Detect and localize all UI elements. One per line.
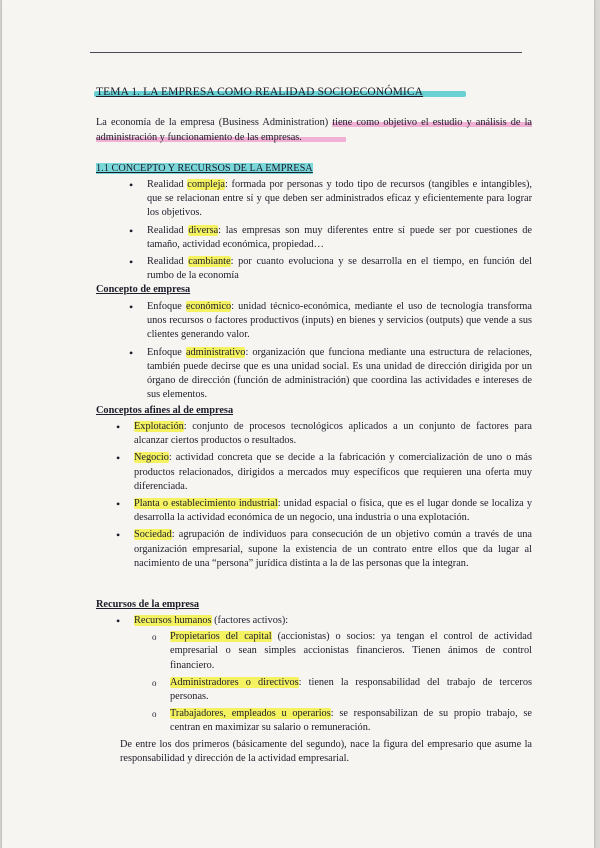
list-item: • Negocio: actividad concreta que se decide a la fabricación y comercialización de uno o más productos relacionados, dirigidos a mercados muy específicos que requieren una oferta muy diferenciada. bbox=[134, 451, 532, 494]
list-item: • Planta o establecimiento industrial: unidad espacial o física, que es el lugar donde se localiza y desarrolla la actividad económica de un negocio, una industria o una explotación. bbox=[134, 497, 532, 525]
list-item: • Enfoque administrativo: organización que funciona mediante una estructura de relaciones, también puede decirse que es una unidad social. Es una unidad de dirección dirigida por un órgano de dirección (función de administración) que coordina las actividades e intereses de sus elementos. bbox=[147, 346, 532, 403]
document-page bbox=[2, 0, 594, 848]
sub-list-item: o Trabajadores, empleados u operarios: se responsabilizan de su propio trabajo, se centran en maximizar su salario o remuneración. bbox=[170, 707, 532, 735]
section-2-heading: Concepto de empresa bbox=[96, 284, 191, 295]
list-item: • Realidad diversa: las empresas son muy diferentes entre sí puede ser por cuestiones de tamaño, actividad económica, propiedad… bbox=[147, 224, 532, 252]
section-4-heading: Recursos de la empresa bbox=[96, 599, 200, 610]
section-1-list bbox=[147, 178, 532, 286]
list-item: • Explotación: conjunto de procesos tecnológicos aplicados a un conjunto de factores para alcanzar ciertos productos o resultados. bbox=[134, 420, 532, 448]
list-item: • Recursos humanos (factores activos): o Propietarios del capital (accionistas) o socios: ya tengan el control de actividad empresarial o sean simples accionistas financieros. Tienen ánimos de control financiero. o Administradores o directivos: tienen la responsabilidad del trabajo de terceros personas. o Trabajadores, empleados u operarios: se responsabilizan de su propio trabajo, se centran en maximizar su salario o remuneración. bbox=[134, 614, 532, 736]
closing-paragraph: De entre los dos primeros (básicamente del segundo), nace la figura del empresario que asume la responsabilidad y dirección de la actividad empresarial. bbox=[120, 739, 532, 765]
sub-list-item: o Administradores o directivos: tienen la responsabilidad del trabajo de terceros personas. bbox=[170, 676, 532, 704]
sub-list-item: o Propietarios del capital (accionistas) o socios: ya tengan el control de actividad empresarial o sean simples accionistas financieros. Tienen ánimos de control financiero. bbox=[170, 630, 532, 673]
list-item: • Sociedad: agrupación de individuos para consecución de un objetivo común a través de una organización empresarial, supone la existencia de un contrato entre ellos que da lugar al nacimiento de una “persona” jurídica distinta a la de las personas que la integran. bbox=[134, 528, 532, 571]
list-item: • Enfoque económico: unidad técnico-económica, mediante el uso de tecnología transforma unos recursos o factores productivos (inputs) en bienes y servicios (outputs) que vende a sus clientes generando valor. bbox=[147, 300, 532, 343]
sub-list bbox=[170, 630, 532, 735]
section-2-list bbox=[147, 300, 532, 405]
intro-paragraph: La economía de la empresa (Business Administration) tiene como objetivo el estudio y análisis de la administración y funcionamiento de las empresas. bbox=[96, 117, 532, 143]
section-3-heading: Conceptos afines al de empresa bbox=[96, 405, 234, 416]
document-title: TEMA 1. LA EMPRESA COMO REALIDAD SOCIOECONÓMICA bbox=[96, 86, 424, 98]
top-rule bbox=[90, 52, 522, 53]
section-1-heading: 1.1 CONCEPTO Y RECURSOS DE LA EMPRESA bbox=[96, 163, 313, 174]
list-item: • Realidad cambiante: por cuanto evoluciona y se desarrolla en el tiempo, en función del rumbo de la economía bbox=[147, 255, 532, 283]
section-4-list bbox=[134, 614, 532, 739]
section-3-list bbox=[134, 420, 532, 574]
list-item: • Realidad compleja: formada por personas y todo tipo de recursos (tangibles e intangibles), que se relacionan entre sí y que deben ser administrados eficaz y eficientemente para lograr los objetivos. bbox=[147, 178, 532, 221]
